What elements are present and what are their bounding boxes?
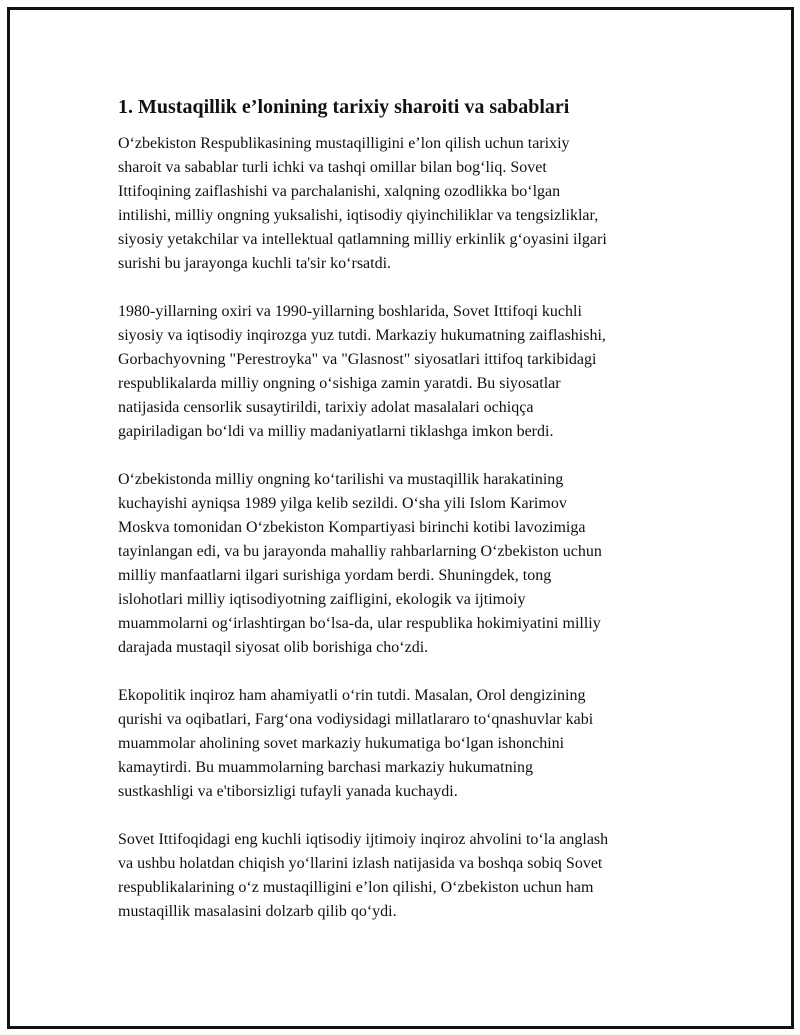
paragraph-4: Ekopolitik inqiroz ham ahamiyatli o‘rin tutdi. Masalan, Orol dengizining qurishi va oqibatlari, Farg‘ona vodiysidagi millatlararo to‘qnashuvlar kabi muammolar aholining sovet markaziy hukumatiga bo‘lgan ishonchini kamaytirdi. Bu muammolarning barchasi markaziy hukumatning sustkashligi va e'tiborsizligi tufayli yanada kuchaydi. bbox=[118, 687, 594, 800]
document-body bbox=[118, 94, 708, 948]
paragraph-2: 1980-yillarning oxiri va 1990-yillarning boshlarida, Sovet Ittifoqi kuchli siyosiy va iqtisodiy inqirozga yuz tutdi. Markaziy hukumatning zaiflashishi, Gorbachyovning "Perestroyka" va "Glasnost" siyosatlari ittifoq tarkibidagi respublikalarda milliy ongning o‘sishiga zamin yaratdi. Bu siyosatlar natijasida censorlik susaytirildi, tarixiy adolat masalalari ochiqça gapiriladigan bo‘ldi va milliy madaniyatlarni tiklashga imkon berdi. bbox=[118, 303, 606, 440]
paragraph-1: O‘zbekiston Respublikasining mustaqilligini e’lon qilish uchun tarixiy sharoit va sabablar turli ichki va tashqi omillar bilan bog‘liq. Sovet Ittifoqining zaiflashishi va parchalanishi, xalqning ozodlikka bo‘lgan intilishi, milliy ongning yuksalishi, iqtisodiy qiyinchiliklar va tengsizliklar, siyosiy yetakchilar va intellektual qatlamning milliy erkinlik g‘oyasini ilgari surishi bu jarayonga kuchli ta'sir ko‘rsatdi. bbox=[118, 135, 607, 272]
section-heading: 1. Mustaqillik e’lonining tarixiy sharoiti va sabablari bbox=[118, 96, 570, 118]
paragraph-3: O‘zbekistonda milliy ongning ko‘tarilishi va mustaqillik harakatining kuchayishi ayniqsa 1989 yilga kelib sezildi. O‘sha yili Islom Karimov Moskva tomonidan O‘zbekiston Kompartiyasi birinchi kotibi lavozimiga tayinlangan edi, va bu jarayonda mahalliy rahbarlarning O‘zbekiston uchun milliy manfaatlarni ilgari surishiga yordam berdi. Shuningdek, tong islohotlari milliy iqtisodiyotning zaifligini, ekologik va ijtimoiy muammolarni og‘irlashtirgan bo‘lsa-da, ular respublika hokimiyatini milliy darajada mustaqil siyosat olib borishiga cho‘zdi. bbox=[118, 471, 602, 656]
paragraph-5: Sovet Ittifoqidagi eng kuchli iqtisodiy ijtimoiy inqiroz ahvolini to‘la anglash va ushbu holatdan chiqish yo‘llarini izlash natijasida va boshqa sobiq Sovet respublikalarining o‘z mustaqilligini e’lon qilishi, O‘zbekiston uchun ham mustaqillik masalasini dolzarb qilib qo‘ydi. bbox=[118, 831, 609, 920]
